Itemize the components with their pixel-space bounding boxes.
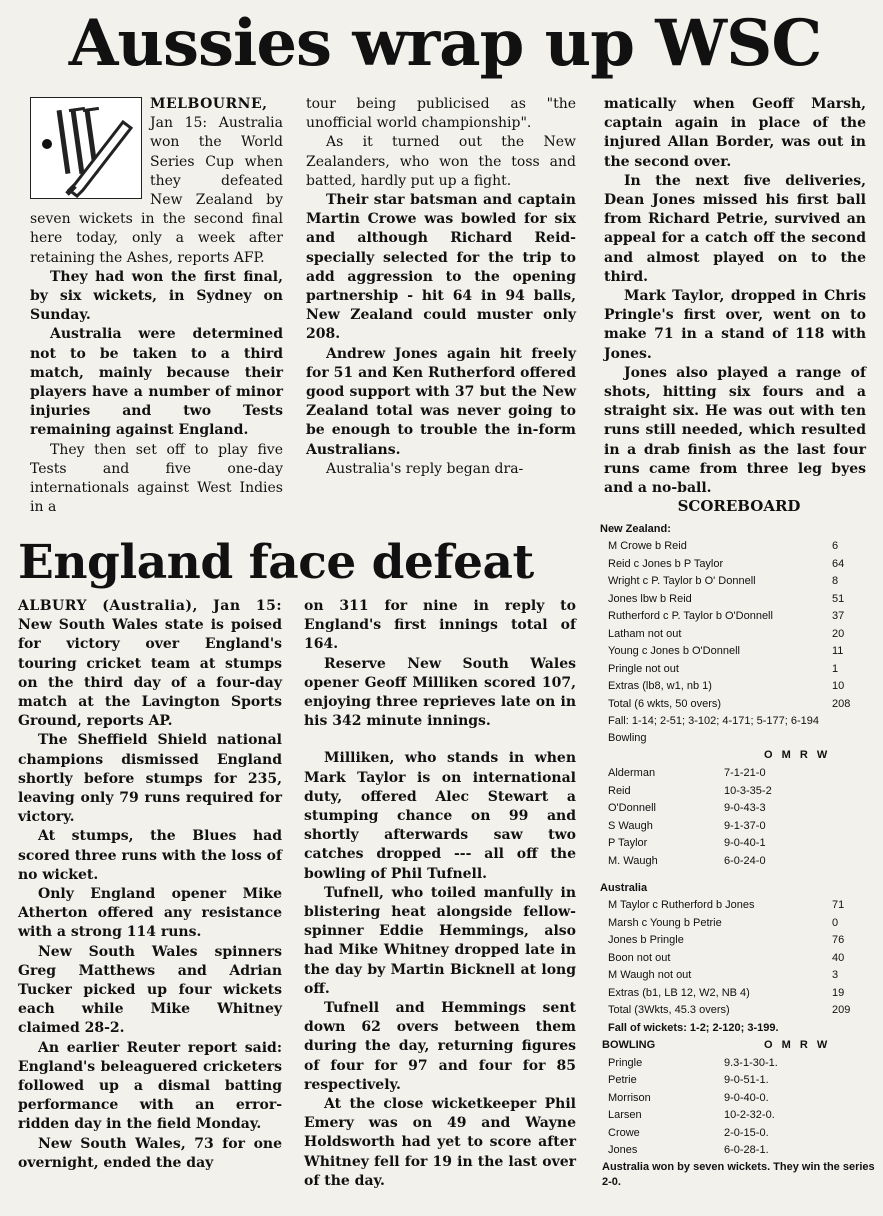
bowler: O'Donnell xyxy=(608,802,656,814)
paragraph: Tufnell and Hemmings sent down 62 overs between them during the day, returning figures of four for 97 and four for 85 respectively. xyxy=(304,1000,576,1093)
batting-row xyxy=(600,932,878,950)
batting-row xyxy=(600,556,878,574)
paragraph: matically when Geoff Marsh, captain again in place of the injured Allan Border, was out in the second over. xyxy=(604,96,866,170)
bowler: Petrie xyxy=(608,1074,637,1086)
runs: 51 xyxy=(832,592,845,605)
bowler: Alderman xyxy=(608,767,656,779)
runs: 37 xyxy=(832,610,845,622)
runs: 1 xyxy=(832,662,839,675)
batsman: Jones b Pringle xyxy=(608,934,684,946)
runs: 64 xyxy=(832,557,845,570)
figures: 9.3-1-30-1. xyxy=(724,1056,778,1069)
figures: 9-0-40-0. xyxy=(724,1091,769,1104)
nz-label: New Zealand: xyxy=(600,523,671,535)
batting-row xyxy=(600,1002,878,1020)
aus-label: Australia xyxy=(600,882,648,894)
bowler: Jones xyxy=(608,1144,638,1156)
aus-bowling-list xyxy=(600,1055,878,1160)
bowling-row xyxy=(600,765,878,783)
aus-fall-of-wickets: Fall of wickets: 1-2; 2-120; 3-199. xyxy=(608,1021,779,1034)
story2-column-2 xyxy=(304,597,576,1191)
bowling-row xyxy=(600,1125,878,1143)
runs: 19 xyxy=(832,986,845,999)
runs: 71 xyxy=(832,899,845,911)
batsman: Jones lbw b Reid xyxy=(608,592,692,605)
bowling-row xyxy=(600,853,878,871)
batting-row xyxy=(600,985,878,1003)
paragraph: Andrew Jones again hit freely for 51 and Ken Rutherford offered good support with 37 but the New Zealand total was never going to be enough to trouble the in-form Australians. xyxy=(306,345,576,458)
batsman: Reid c Jones b P Taylor xyxy=(608,557,724,570)
runs: 208 xyxy=(832,697,851,710)
bowling-row xyxy=(600,835,878,853)
bowling-columns: O M R W xyxy=(764,749,831,761)
paragraph: At the close wicketkeeper Phil Emery was on 49 and Wayne Holdsworth had yet to score after Whitney fell for 19 in the last over of the day. xyxy=(304,1096,576,1189)
paragraph: tour being publicised as "the unofficial world championship". xyxy=(306,96,576,132)
batting-row xyxy=(600,950,878,968)
paragraph: At stumps, the Blues had scored three runs with the loss of no wicket. xyxy=(18,828,282,883)
paragraph: Tufnell, who toiled manfully in blistering heat alongside fellow-spinner Eddie Hemmings, also had Mike Whitney dropped late in the day by Martin Bicknell at long off. xyxy=(304,884,576,997)
batting-row xyxy=(600,538,878,556)
figures: 9-0-43-3 xyxy=(724,802,766,814)
paragraph: They then set off to play five Tests and five one-day internationals against West Indies in a xyxy=(30,441,283,516)
batting-row xyxy=(600,661,878,679)
bowler: Reid xyxy=(608,784,631,797)
figures: 9-0-40-1 xyxy=(724,837,766,849)
story2-dateline: ALBURY (Australia), Jan 15: xyxy=(18,598,282,614)
paragraph: Only England opener Mike Atherton offered any resistance with a strong 114 runs. xyxy=(18,886,282,941)
runs: 209 xyxy=(832,1004,851,1016)
story1-column-3 xyxy=(604,95,866,498)
paragraph: In the next five deliveries, Dean Jones missed his first ball from Richard Petrie, survived an appeal for a catch off the second and almost played on to the third. xyxy=(604,172,866,285)
batting-row xyxy=(600,678,878,696)
bowler: Pringle xyxy=(608,1056,643,1069)
bowling-row xyxy=(600,1055,878,1073)
batsman: M Taylor c Rutherford b Jones xyxy=(608,899,755,911)
paragraph: on 311 for nine in reply to England's first innings total of 164. xyxy=(304,598,576,653)
cricket-logo xyxy=(30,97,142,199)
nz-fall-of-wickets: Fall: 1-14; 2-51; 3-102; 4-171; 5-177; 6-194 xyxy=(608,715,819,727)
nz-batting-list xyxy=(600,538,878,713)
bowler: Crowe xyxy=(608,1126,640,1139)
story2-column-1 xyxy=(18,597,282,1173)
figures: 6-0-24-0 xyxy=(724,854,766,867)
runs: 6 xyxy=(832,540,839,552)
paragraph: New South Wales spinners Greg Matthews and Adrian Tucker picked up four wickets each while Mike Whitney claimed 28-2. xyxy=(18,943,282,1037)
batting-row xyxy=(600,643,878,661)
batsman: Wright c P. Taylor b O' Donnell xyxy=(608,575,756,587)
paragraph: Australia's reply began dra- xyxy=(326,460,524,477)
bowling-columns: O M R W xyxy=(764,1038,831,1051)
story1-column-2 xyxy=(306,95,576,479)
paragraph: New South Wales, 73 for one overnight, ended the day xyxy=(18,1135,282,1171)
bowler: Morrison xyxy=(608,1091,651,1104)
match-result: Australia won by seven wickets. They win the series 2-0. xyxy=(602,1160,875,1188)
paragraph: New South Wales state is poised for victory over England's touring cricket team at stumps on the third day of a four-day match at the Lavington Sports Ground, reports AP. xyxy=(18,617,282,730)
aus-batting-list xyxy=(600,897,878,1020)
runs: 11 xyxy=(832,645,844,657)
batting-row xyxy=(600,608,878,626)
runs: 10 xyxy=(832,680,845,692)
figures: 9-0-51-1. xyxy=(724,1074,769,1086)
nz-bowling-label: Bowling xyxy=(608,732,647,744)
figures: 9-1-37-0 xyxy=(724,819,766,832)
paragraph: Milliken, who stands in when Mark Taylor is on international duty, offered Alec Stewart a stumping chance on 99 and shortly afterwards saw two catches dropped --- all off the bowling of Phil Tufnell. xyxy=(304,750,576,882)
batsman: Marsh c Young b Petrie xyxy=(608,916,722,929)
paragraph: Jones also played a range of shots, hitting six fours and a straight six. He was out with ten runs still needed, which resulted in a drab finish as the last four runs came from three leg byes and a no-ball. xyxy=(604,364,866,497)
batsman: Boon not out xyxy=(608,951,671,964)
aus-bowling-label: BOWLING xyxy=(602,1038,656,1051)
batsman: M Crowe b Reid xyxy=(608,540,687,552)
runs: 3 xyxy=(832,969,839,981)
cricket-stumps-bat-icon xyxy=(31,98,141,198)
runs: 0 xyxy=(832,916,839,929)
bowler: M. Waugh xyxy=(608,854,658,867)
figures: 6-0-28-1. xyxy=(724,1144,769,1156)
bowling-row xyxy=(600,1107,878,1125)
figures: 10-3-35-2 xyxy=(724,784,772,797)
bowling-row xyxy=(600,1142,878,1160)
bowling-row xyxy=(600,783,878,801)
extras: Extras (b1, LB 12, W2, NB 4) xyxy=(608,986,750,999)
paragraph: They had won the first final, by six wickets, in Sydney on Sunday. xyxy=(30,268,283,324)
figures: 7-1-21-0 xyxy=(724,767,766,779)
figures: 2-0-15-0. xyxy=(724,1126,769,1139)
batsman: Young c Jones b O'Donnell xyxy=(608,645,740,657)
story1-dateline: MELBOURNE, xyxy=(150,96,268,112)
batting-row xyxy=(600,696,878,714)
bowling-row xyxy=(600,800,878,818)
bowler: Larsen xyxy=(608,1109,642,1121)
paragraph: Australia were determined not to be taken to a third match, mainly because their players have a number of minor injuries and two Tests remaining against England. xyxy=(30,326,283,439)
aus-bowling-header xyxy=(600,1037,878,1055)
batsman: M Waugh not out xyxy=(608,969,692,981)
total: Total (3Wkts, 45.3 overs) xyxy=(608,1004,730,1016)
runs: 76 xyxy=(832,934,845,946)
batting-row xyxy=(600,897,878,915)
bowler: S Waugh xyxy=(608,819,653,832)
paragraph: Mark Taylor, dropped in Chris Pringle's first over, went on to make 71 in a stand of 118 with Jones. xyxy=(604,288,866,362)
extras: Extras (lb8, w1, nb 1) xyxy=(608,680,712,692)
paragraph: As it turned out the New Zealanders, who won the toss and batted, hardly put up a fight. xyxy=(306,134,576,189)
batting-row xyxy=(600,591,878,609)
scoreboard xyxy=(600,495,878,1190)
figures: 10-2-32-0. xyxy=(724,1109,775,1121)
total: Total (6 wkts, 50 overs) xyxy=(608,697,722,710)
paragraph: Jan 15: Australia won the World Series Cup when they defeated New Zealand by seven wickets in the second final here today, only a week after retaining the Ashes, reports AFP. xyxy=(30,115,283,266)
bowler: P Taylor xyxy=(608,837,648,849)
bowling-row xyxy=(600,1090,878,1108)
batsman: Latham not out xyxy=(608,627,682,640)
paragraph: The Sheffield Shield national champions dismissed England shortly before stumps for 235, leaving only 79 runs required for victory. xyxy=(18,732,282,826)
paragraph: Reserve New South Wales opener Geoff Milliken scored 107, enjoying three reprieves late on in his 342 minute innings. xyxy=(304,655,576,730)
nz-bowling-header xyxy=(600,747,878,765)
story1-column-1 xyxy=(30,95,283,517)
batsman: Pringle not out xyxy=(608,662,679,675)
paragraph: An earlier Reuter report said: England's beleaguered cricketers followed up a dismal batting performance with an error-ridden day in the field Monday. xyxy=(18,1039,282,1133)
bowling-row xyxy=(600,818,878,836)
runs: 40 xyxy=(832,951,845,964)
scoreboard-title: SCOREBOARD xyxy=(677,497,801,515)
batsman: Rutherford c P. Taylor b O'Donnell xyxy=(608,610,773,622)
second-headline: England face defeat xyxy=(18,535,534,590)
runs: 8 xyxy=(832,575,839,587)
runs: 20 xyxy=(832,627,845,640)
batting-row xyxy=(600,573,878,591)
bowling-row xyxy=(600,1072,878,1090)
main-headline: Aussies wrap up WSC xyxy=(68,6,822,81)
batting-row xyxy=(600,915,878,933)
batting-row xyxy=(600,626,878,644)
nz-bowling-list xyxy=(600,765,878,870)
paragraph: Their star batsman and captain Martin Crowe was bowled for six and although Richard Reid-specially selected for the trip to add aggression to the opening partnership - hit 64 in 94 balls, New Zealand could muster only 208. xyxy=(306,192,576,343)
batting-row xyxy=(600,967,878,985)
